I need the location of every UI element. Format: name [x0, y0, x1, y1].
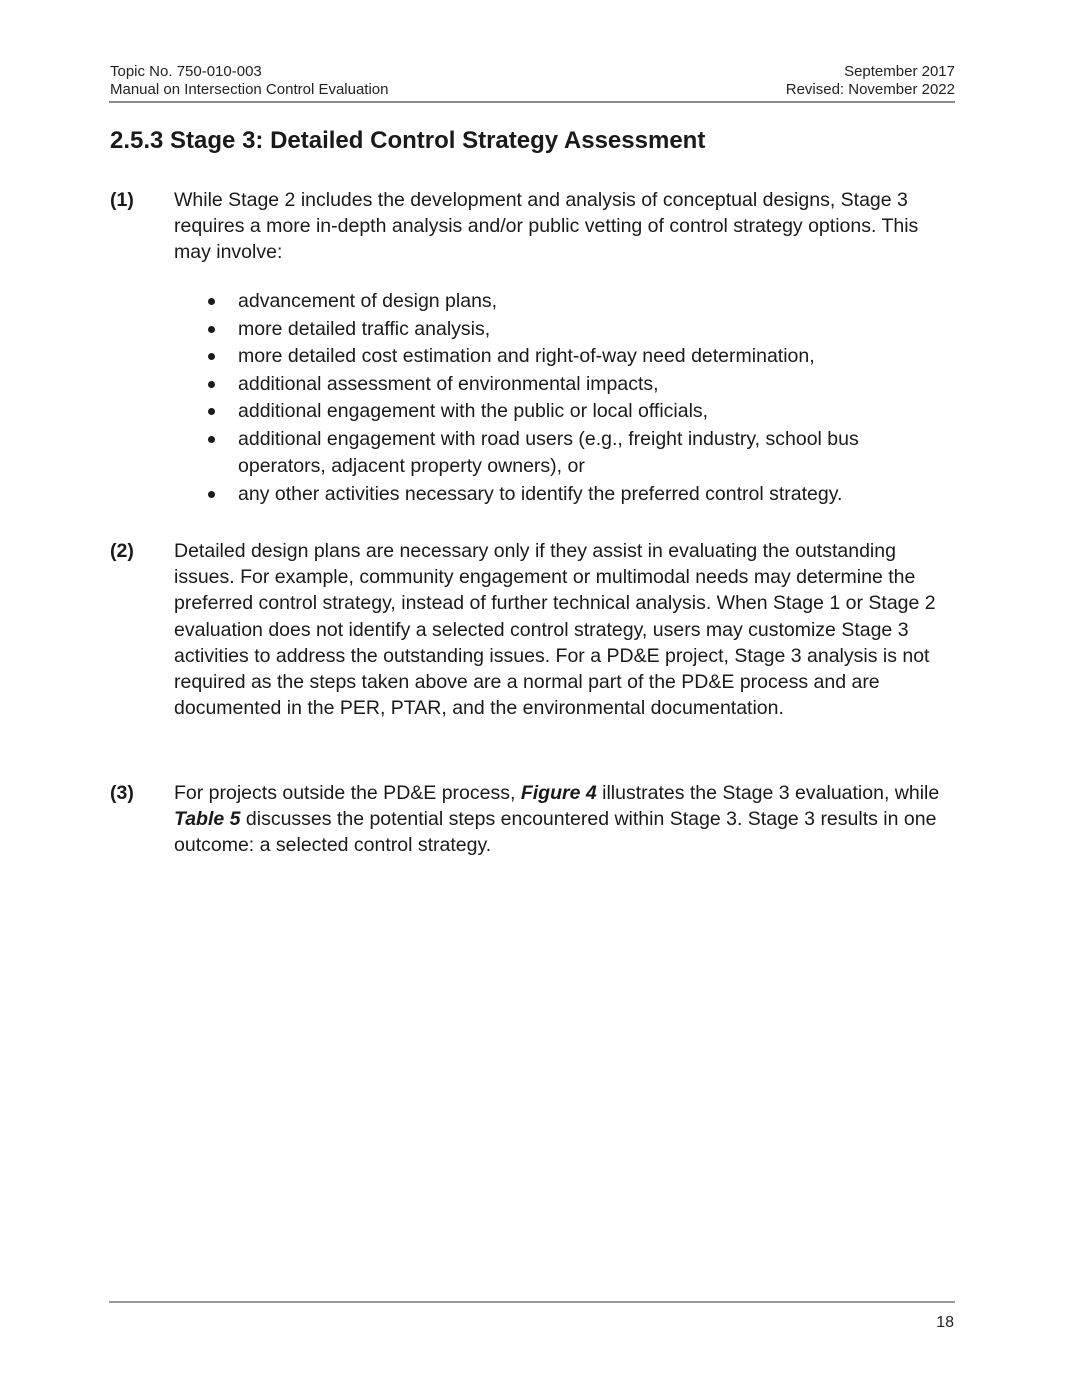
list-item [205, 426, 925, 481]
header-divider [109, 101, 955, 103]
footer-divider [109, 1301, 955, 1303]
header-left [110, 63, 389, 99]
bullet-icon [208, 326, 215, 333]
bullet-icon [208, 436, 215, 443]
paragraph-text: For projects outside the PD&E process, Figure 4 illustrates the Stage 3 evaluation, while Table 5 discusses the potential steps encountered within Stage 3. Stage 3 results in one outcome: a selected control strategy. [174, 782, 940, 857]
paragraph-3 [110, 780, 960, 859]
list-item [205, 398, 925, 426]
figure-reference-link[interactable]: Figure 4 [520, 782, 597, 804]
publication-date: September 2017 [844, 63, 955, 80]
list-item [205, 371, 925, 399]
manual-title: Manual on Intersection Control Evaluation [110, 81, 389, 98]
bullet-icon [208, 353, 215, 360]
paragraph-2 [110, 538, 960, 721]
header-right [786, 63, 955, 99]
list-item-text: more detailed cost estimation and right-of-way need determination, [238, 345, 815, 367]
list-item-text: any other activities necessary to identify the preferred control strategy. [238, 482, 843, 505]
bullet-icon [208, 408, 215, 415]
list-item-text: advancement of design plans, [238, 290, 498, 312]
paragraph-number: (3) [110, 782, 134, 804]
bullet-icon [208, 491, 215, 498]
list-item-text: additional assessment of environmental impacts, [238, 372, 659, 395]
list-item [205, 316, 925, 344]
bullet-list [205, 288, 925, 508]
revised-date: Revised: November 2022 [785, 81, 955, 98]
page-number: 18 [936, 1314, 954, 1331]
table-reference-link[interactable]: Table 5 [174, 808, 241, 831]
paragraph-number: (1) [110, 189, 134, 211]
bullet-icon [208, 298, 215, 305]
bullet-icon [208, 381, 215, 388]
list-item [205, 288, 925, 316]
list-item [205, 481, 925, 509]
paragraph-1 [110, 187, 960, 266]
paragraph-text: Detailed design plans are necessary only if they assist in evaluating the outstanding issues. For example, community engagement or multimodal needs may determine the preferred control strategy, instead of further technical analysis. When Stage 1 or Stage 2 evaluation does not identify a selected control strategy, users may customize Stage 3 activities to address the outstanding issues. For a PD&E project, Stage 3 analysis is not required as the steps taken above are a normal part of the PD&E process and are documented in the PER, PTAR, and the environmental documentation. [174, 540, 936, 720]
topic-number: Topic No. 750-010-003 [110, 63, 262, 80]
list-item [205, 343, 925, 371]
list-item-text: additional engagement with road users (e.g., freight industry, school bus operators, adjacent property owners), or [238, 427, 859, 477]
list-item-text: more detailed traffic analysis, [238, 317, 491, 340]
paragraph-text: While Stage 2 includes the development and analysis of conceptual designs, Stage 3 requires a more in-depth analysis and/or public vetting of control strategy options. This may involve: [174, 189, 919, 264]
section-title: 2.5.3 Stage 3: Detailed Control Strategy Assessment [110, 127, 706, 154]
list-item-text: additional engagement with the public or local officials, [238, 400, 709, 422]
paragraph-number: (2) [110, 540, 134, 562]
